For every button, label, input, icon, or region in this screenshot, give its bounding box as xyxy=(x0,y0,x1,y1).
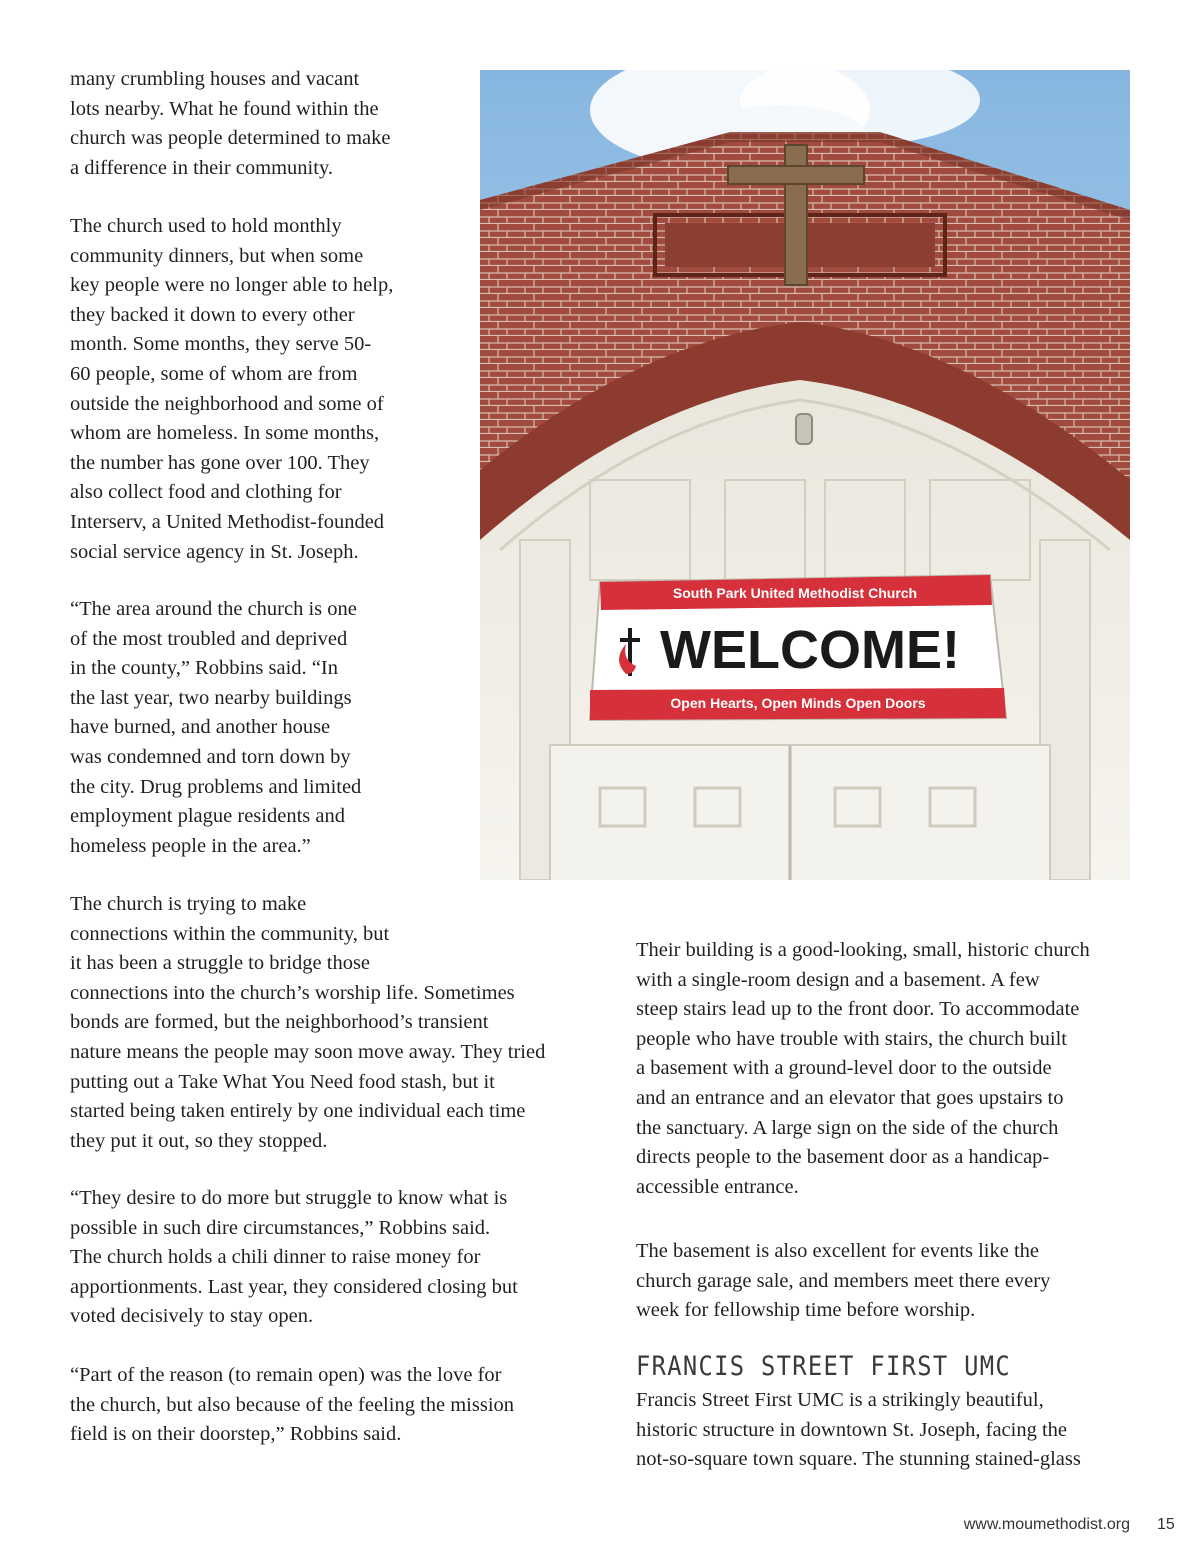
text-line: was condemned and torn down by xyxy=(70,745,351,768)
text-line: started being taken entirely by one individual each time xyxy=(70,1100,526,1123)
text-line: church garage sale, and members meet there every xyxy=(636,1269,1051,1292)
text-line: have burned, and another house xyxy=(70,716,331,739)
text-line: field is on their doorstep,” Robbins said. xyxy=(70,1423,402,1446)
right-paragraph-3 xyxy=(636,1386,1081,1475)
text-line: church was people determined to make xyxy=(70,127,391,150)
text-line: with a single-room design and a basement. A few xyxy=(636,968,1040,991)
text-line: steep stairs lead up to the front door. To accommodate xyxy=(636,998,1080,1021)
text-line: lots nearby. What he found within the xyxy=(70,97,379,120)
section-heading: FRANCIS STREET FIRST UMC xyxy=(636,1351,1012,1382)
text-line: it has been a struggle to bridge those xyxy=(70,952,371,975)
right-paragraph-2 xyxy=(636,1237,1050,1326)
text-line: apportionments. Last year, they considered closing but xyxy=(70,1275,518,1298)
footer-url[interactable]: www.moumethodist.org xyxy=(963,1516,1130,1533)
left-paragraph-1 xyxy=(70,65,390,183)
text-line: bonds are formed, but the neighborhood’s transient xyxy=(70,1011,489,1034)
text-line: “The area around the church is one xyxy=(70,598,357,620)
text-line: putting out a Take What You Need food stash, but it xyxy=(70,1070,495,1093)
text-line: historic structure in downtown St. Joseph, facing the xyxy=(636,1418,1068,1441)
text-line: in the county,” Robbins said. “In xyxy=(70,657,338,680)
text-line: they backed it down to every other xyxy=(70,303,355,326)
left-paragraph-4 xyxy=(70,890,545,1156)
text-line: they put it out, so they stopped. xyxy=(70,1129,328,1152)
page-number: 15 xyxy=(1157,1516,1175,1533)
text-line: “Part of the reason (to remain open) was the love for xyxy=(70,1364,502,1386)
text-line: voted decisively to stay open. xyxy=(70,1305,314,1328)
text-line: directs people to the basement door as a handicap- xyxy=(636,1146,1050,1169)
welcome-sign xyxy=(590,575,1006,720)
text-line: a difference in their community. xyxy=(70,156,333,179)
text-line: Interserv, a United Methodist-founded xyxy=(70,510,385,533)
text-line: the city. Drug problems and limited xyxy=(70,775,362,798)
text-line: homeless people in the area.” xyxy=(70,834,311,857)
text-line: the last year, two nearby buildings xyxy=(70,686,352,709)
text-line: employment plague residents and xyxy=(70,805,345,828)
text-line: Francis Street First UMC is a strikingly beautiful, xyxy=(636,1389,1044,1411)
text-line: The church is trying to make xyxy=(70,893,307,915)
text-line: Their building is a good-looking, small, historic church xyxy=(636,939,1090,961)
text-line: The basement is also excellent for events like the xyxy=(636,1240,1040,1262)
text-line: “They desire to do more but struggle to know what is xyxy=(70,1187,508,1209)
sign-top-text: South Park United Methodist Church xyxy=(672,585,918,601)
church-photo xyxy=(480,70,1130,880)
text-line: the sanctuary. A large sign on the side of the church xyxy=(636,1116,1059,1139)
left-paragraph-3 xyxy=(70,595,361,861)
text-line: and an entrance and an elevator that goes upstairs to xyxy=(636,1086,1064,1109)
left-paragraph-6 xyxy=(70,1361,514,1450)
text-line: people who have trouble with stairs, the church built xyxy=(636,1027,1067,1050)
text-line: the number has gone over 100. They xyxy=(70,451,370,474)
text-line: outside the neighborhood and some of xyxy=(70,392,384,415)
sign-bottom-text: Open Hearts, Open Minds Open Doors xyxy=(670,695,926,711)
text-line: key people were no longer able to help, xyxy=(70,274,394,297)
right-paragraph-1 xyxy=(636,936,1090,1202)
text-line: social service agency in St. Joseph. xyxy=(70,540,359,563)
text-line: whom are homeless. In some months, xyxy=(70,422,380,445)
text-line: 60 people, some of whom are from xyxy=(70,362,358,385)
text-line: connections within the community, but xyxy=(70,922,390,945)
left-paragraph-2 xyxy=(70,212,393,567)
text-line: also collect food and clothing for xyxy=(70,481,342,504)
text-line: of the most troubled and deprived xyxy=(70,627,348,650)
text-line: not-so-square town square. The stunning stained-glass xyxy=(636,1448,1081,1471)
sign-main-text: WELCOME! xyxy=(660,620,960,680)
text-line: a basement with a ground-level door to the outside xyxy=(636,1057,1052,1080)
text-line: community dinners, but when some xyxy=(70,244,364,267)
text-line: nature means the people may soon move away. They tried xyxy=(70,1040,546,1063)
text-line: the church, but also because of the feeling the mission xyxy=(70,1393,515,1416)
text-line: The church holds a chili dinner to raise money for xyxy=(70,1246,481,1269)
text-line: connections into the church’s worship life. Sometimes xyxy=(70,981,515,1004)
text-line: accessible entrance. xyxy=(636,1175,799,1198)
left-paragraph-5 xyxy=(70,1184,518,1332)
text-line: week for fellowship time before worship. xyxy=(636,1299,976,1322)
text-line: many crumbling houses and vacant xyxy=(70,68,360,90)
text-line: month. Some months, they serve 50- xyxy=(70,333,372,356)
text-line: The church used to hold monthly xyxy=(70,215,342,237)
text-line: possible in such dire circumstances,” Robbins said. xyxy=(70,1216,491,1239)
